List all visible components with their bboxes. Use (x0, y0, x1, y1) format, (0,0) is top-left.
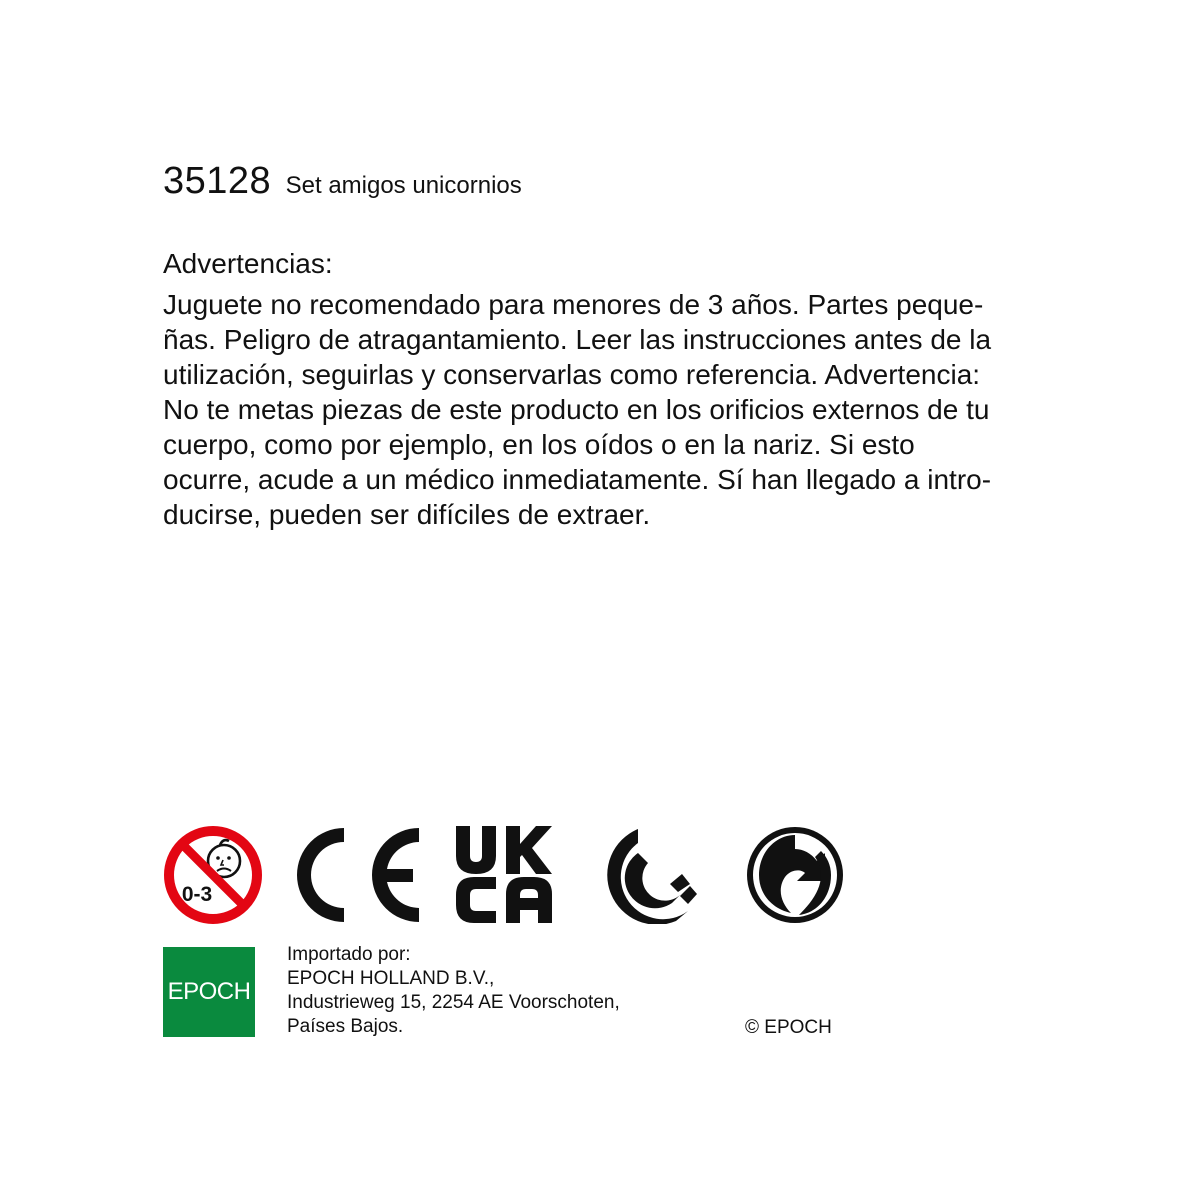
triman-icon (600, 826, 700, 924)
product-name: Set amigos unicornios (285, 172, 522, 199)
ce-mark-icon (289, 826, 429, 924)
warnings-title: Advertencias: (163, 248, 333, 279)
warning-line: cuerpo, como por ejemplo, en los oídos o en la nariz. Si esto (163, 429, 915, 460)
warning-line: Juguete no recomendado para menores de 3 años. Partes peque- (163, 289, 984, 320)
copyright-notice: © EPOCH (745, 1017, 832, 1038)
warning-line: ñas. Peligro de atragantamiento. Leer las instrucciones antes de la (163, 324, 992, 355)
importer-line: Países Bajos. (287, 1016, 404, 1037)
warning-line: ducirse, pueden ser difíciles de extraer. (163, 499, 651, 530)
epoch-logo-text: EPOCH (167, 978, 251, 1005)
warning-line: No te metas piezas de este producto en los orificios externos de tu (163, 394, 990, 425)
age-0-3-prohibited-icon (163, 825, 263, 925)
ukca-mark-icon (454, 826, 554, 924)
product-code: 35128 (163, 160, 272, 202)
warnings-body (163, 287, 1043, 532)
warning-line: utilización, seguirlas y conservarlas como referencia. Advertencia: (163, 359, 981, 390)
product-header (163, 160, 522, 203)
green-dot-icon (745, 825, 845, 925)
importer-info (287, 943, 620, 1039)
epoch-logo (163, 947, 255, 1037)
importer-line: Importado por: (287, 944, 411, 965)
importer-line: Industrieweg 15, 2254 AE Voorschoten, (287, 992, 620, 1013)
age-range-label: 0-3 (181, 883, 213, 906)
warning-line: ocurre, acude a un médico inmediatamente. Sí han llegado a intro- (163, 464, 992, 495)
importer-line: EPOCH HOLLAND B.V., (287, 968, 495, 989)
